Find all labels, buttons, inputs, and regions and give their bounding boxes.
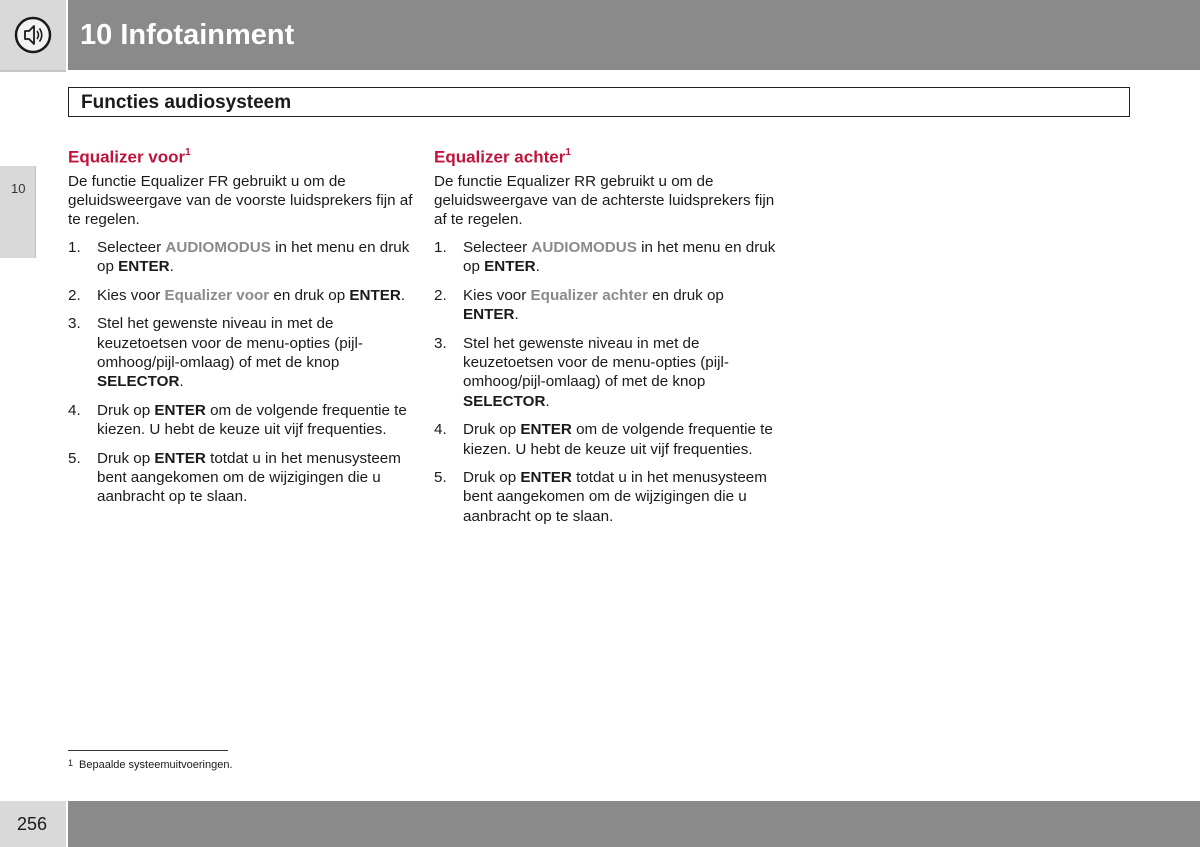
column-equalizer-rear	[434, 143, 779, 535]
button-name-text: ENTER	[349, 286, 401, 304]
step-number: 5.	[68, 449, 81, 467]
section-title-box	[68, 87, 1130, 117]
step-text: Selecteer	[97, 238, 166, 256]
button-name-text: ENTER	[154, 449, 206, 467]
section-title: Functies audiosysteem	[81, 92, 292, 113]
step-text: in het menu en druk op	[97, 238, 410, 276]
step-text: Stel het gewenste niveau in met de keuzetoetsen voor de menu-opties (pijl-omhoog/pijl-omlaag) of met de knop	[97, 315, 363, 371]
chapter-icon-box	[0, 0, 66, 72]
steps-list	[68, 238, 413, 507]
step-number: 3.	[434, 334, 447, 352]
step-text: Druk op	[97, 401, 155, 419]
button-name-text: ENTER	[118, 258, 170, 276]
list-item	[434, 286, 779, 325]
list-item	[434, 238, 779, 277]
step-text: om de volgende frequentie te kiezen. U hebt de keuze uit vijf frequenties.	[463, 421, 773, 458]
step-text: totdat u in het menusysteem bent aangekomen om de wijzigingen die u aanbracht op te slaan.	[463, 468, 767, 525]
speaker-icon	[14, 16, 52, 54]
list-item	[68, 238, 413, 277]
menu-option-text: AUDIOMODUS	[531, 238, 637, 256]
step-text: Druk op	[463, 421, 521, 439]
column-heading: Equalizer achter$^1$	[434, 147, 571, 167]
step-number: 3.	[68, 315, 81, 333]
step-text: .	[400, 286, 406, 304]
step-text: Selecteer	[463, 238, 532, 256]
button-name-text: ENTER	[520, 421, 572, 439]
step-text: in het menu en druk op	[463, 238, 776, 276]
menu-option-text: AUDIOMODUS	[165, 238, 271, 256]
page-number-box	[0, 801, 66, 847]
list-item	[68, 449, 413, 507]
step-text: Druk op	[463, 468, 521, 486]
step-text: .	[179, 373, 184, 391]
step-text: .	[545, 392, 550, 410]
step-text: .	[514, 306, 519, 324]
step-text: totdat u in het menusysteem bent aangekomen om de wijzigingen die u aanbracht op te slaan.	[97, 449, 401, 506]
step-number: 1.	[68, 238, 81, 256]
step-text: Kies voor	[463, 286, 531, 304]
step-number: 4.	[434, 421, 447, 439]
step-number: 1.	[434, 238, 447, 256]
column-equalizer-front	[68, 143, 413, 516]
button-name-text: ENTER	[154, 401, 206, 419]
page-number: 256	[17, 814, 48, 834]
footnote-divider	[68, 750, 228, 751]
step-text: en druk op	[269, 286, 350, 304]
step-text: Druk op	[97, 449, 155, 467]
list-item	[68, 314, 413, 392]
chapter-title: 10 Infotainment	[80, 19, 295, 51]
step-text: Kies voor	[97, 286, 165, 304]
column-heading: Equalizer voor$^1$	[68, 147, 191, 167]
step-number: 4.	[68, 401, 81, 419]
list-item	[68, 401, 413, 440]
footnote	[68, 759, 233, 771]
list-item	[434, 468, 779, 526]
list-item	[434, 420, 779, 459]
step-number: 5.	[434, 468, 447, 486]
menu-option-text: Equalizer voor	[164, 286, 270, 304]
footnote-ref: 1	[565, 147, 571, 158]
footnote-ref: 1	[185, 147, 191, 158]
step-number: 2.	[434, 286, 447, 304]
chapter-side-tab	[0, 166, 36, 258]
list-item	[434, 334, 779, 412]
button-name-text: ENTER	[484, 258, 536, 276]
footnote-mark: 1	[68, 758, 74, 768]
list-item	[68, 286, 413, 305]
menu-option-text: Equalizer achter	[530, 286, 648, 304]
step-text: om de volgende frequentie te kiezen. U hebt de keuze uit vijf frequenties.	[97, 401, 407, 439]
step-text: en druk op	[647, 286, 724, 304]
intro-paragraph: De functie Equalizer FR gebruikt u om de geluidsweergave van de voorste luidsprekers fijn af te regelen.	[68, 172, 413, 229]
button-name-text: ENTER	[463, 306, 515, 324]
step-text: .	[169, 258, 174, 276]
steps-list	[434, 238, 779, 526]
footnote-text: Bepaalde systeemuitvoeringen.	[79, 759, 233, 771]
step-text: .	[535, 258, 540, 276]
step-text: Stel het gewenste niveau in met de keuzetoetsen voor de menu-opties (pijl-omhoog/pijl-omlaag) of met de knop	[463, 334, 729, 391]
button-name-text: ENTER	[520, 468, 572, 486]
step-number: 2.	[68, 286, 81, 304]
footer-bar	[68, 801, 1200, 847]
button-name-text: SELECTOR	[97, 373, 180, 391]
side-tab-label: 10	[11, 181, 26, 196]
button-name-text: SELECTOR	[463, 392, 546, 410]
intro-paragraph: De functie Equalizer RR gebruikt u om de geluidsweergave van de achterste luidsprekers fijn af te regelen.	[434, 172, 775, 229]
